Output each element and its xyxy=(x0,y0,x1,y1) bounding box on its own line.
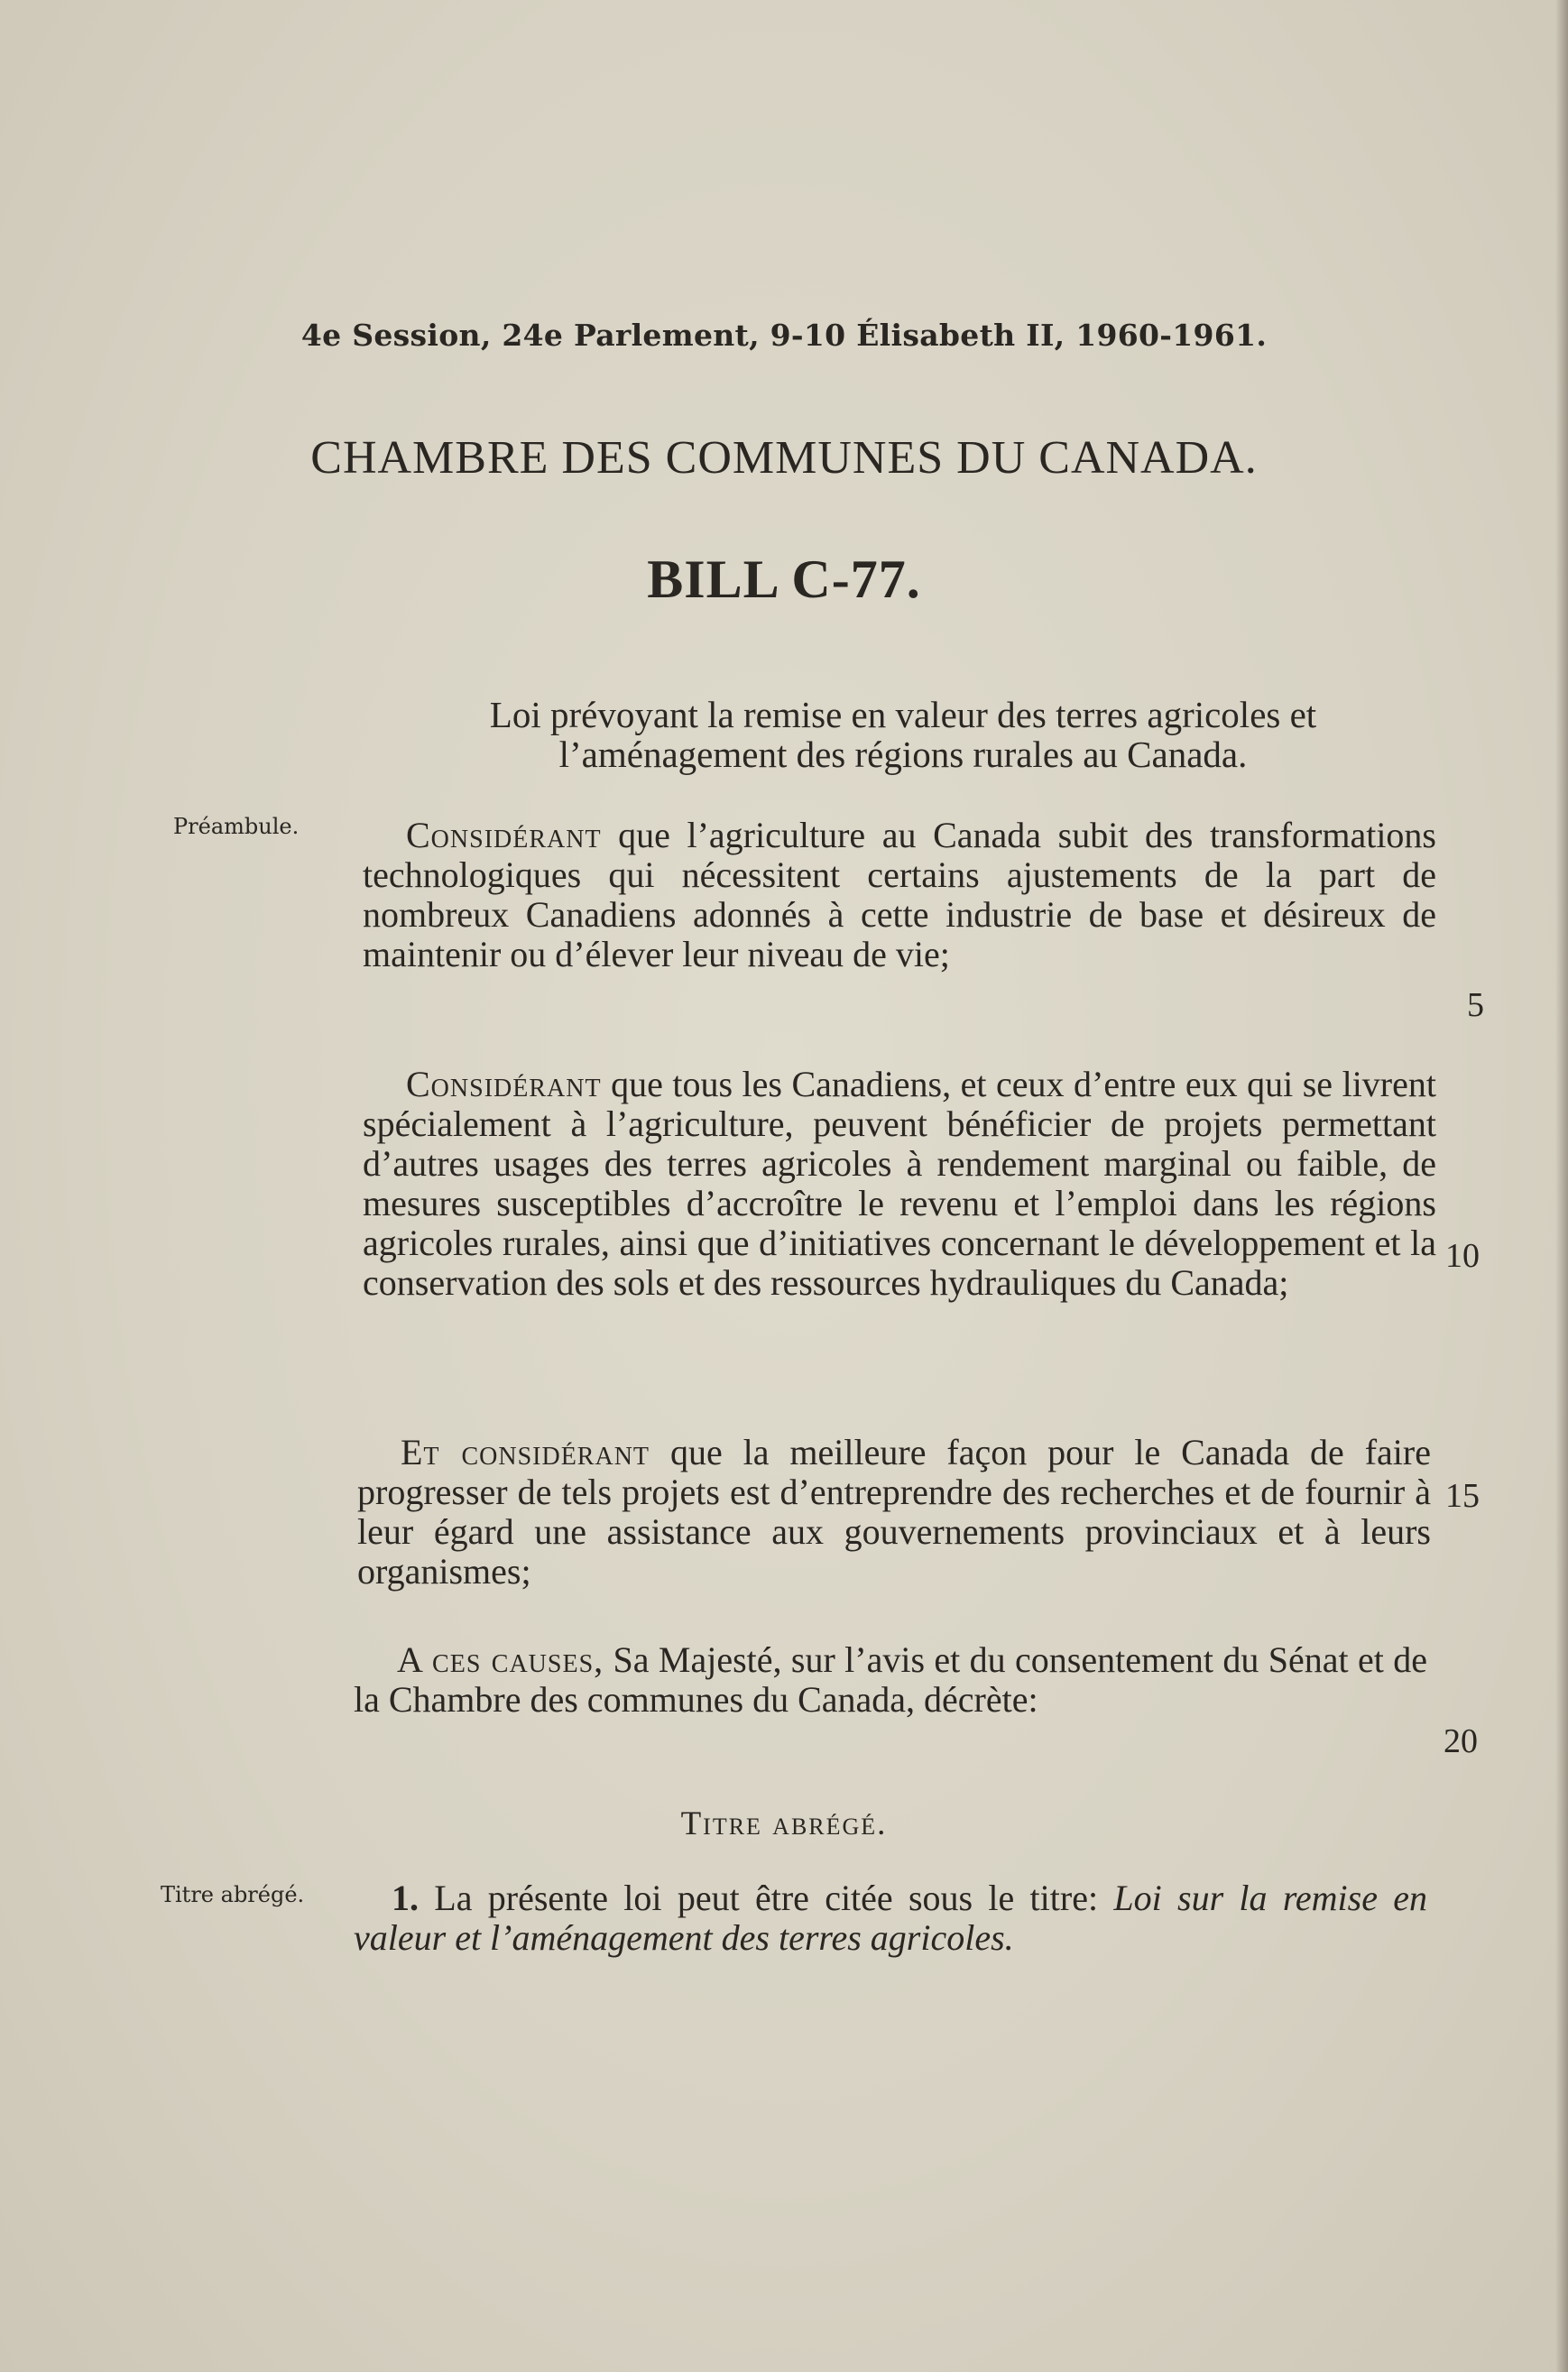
margin-note-short-title: Titre abrégé. xyxy=(161,1882,305,1907)
session-line: 4e Session, 24e Parlement, 9-10 Élisabeth II, 1960-1961. xyxy=(300,318,1268,353)
line-number-15: 15 xyxy=(1445,1477,1480,1515)
paragraph-text: que l’agriculture au Canada subit des transformations technologiques qui nécessitent certains ajustements de la part de nombreux Canadiens adonnés à cette industrie de base et désireux de maintenir ou d’élever leur niveau de vie; xyxy=(363,815,1436,974)
section-number: 1. xyxy=(392,1878,419,1918)
bill-long-title-line-2: l’aménagement des régions rurales au Canada. xyxy=(558,734,1248,775)
section-1 xyxy=(354,1878,1427,1958)
chamber-title: CHAMBRE DES COMMUNES DU CANADA. xyxy=(310,432,1258,484)
paragraph-lead: Considérant xyxy=(406,815,602,855)
preamble-paragraph-1 xyxy=(363,816,1436,974)
bill-long-title-line-1: Loi prévoyant la remise en valeur des terres agricoles et xyxy=(489,694,1317,735)
line-number-10: 10 xyxy=(1445,1237,1480,1275)
paragraph-lead: A ces causes, xyxy=(397,1639,604,1680)
section-heading: Titre abrégé. xyxy=(680,1805,888,1842)
margin-note-preamble: Préambule. xyxy=(173,814,300,839)
section-text: La présente loi peut être citée sous le titre: xyxy=(419,1878,1114,1918)
paragraph-lead: Considérant xyxy=(406,1064,602,1104)
line-number-20: 20 xyxy=(1443,1722,1478,1760)
paragraph-text: Sa Majesté, sur l’avis et du consentement du Sénat et de la Chambre des communes du Canada, décrète: xyxy=(354,1639,1427,1720)
preamble-paragraph-3 xyxy=(357,1433,1431,1592)
enacting-clause xyxy=(354,1640,1427,1720)
paragraph-lead: Et considérant xyxy=(401,1432,650,1472)
line-number-5: 5 xyxy=(1467,986,1484,1024)
paragraph-text: que la meilleure façon pour le Canada de faire progresser de tels projets est d’entreprendre des recherches et de fournir à leur égard une assistance aux gouvernements provinciaux et à leurs organismes; xyxy=(357,1432,1431,1592)
paragraph-text: que tous les Canadiens, et ceux d’entre eux qui se livrent spécialement à l’agriculture, peuvent bénéficier de projets permettant d’autres usages des terres agricoles à rendement marginal ou faible, de mesures susceptibles d’accroître le revenu et l’emploi dans les régions agricoles rurales, ainsi que d’initiatives concernant le développement et la conservation des sols et des ressources hydrauliques du Canada; xyxy=(363,1064,1436,1303)
bill-number: BILL C-77. xyxy=(647,549,921,609)
short-title-italic: Loi sur la remise en valeur et l’aménagement des terres agricoles. xyxy=(354,1878,1428,1958)
preamble-paragraph-2 xyxy=(363,1065,1436,1303)
bill-long-title xyxy=(366,695,1440,774)
